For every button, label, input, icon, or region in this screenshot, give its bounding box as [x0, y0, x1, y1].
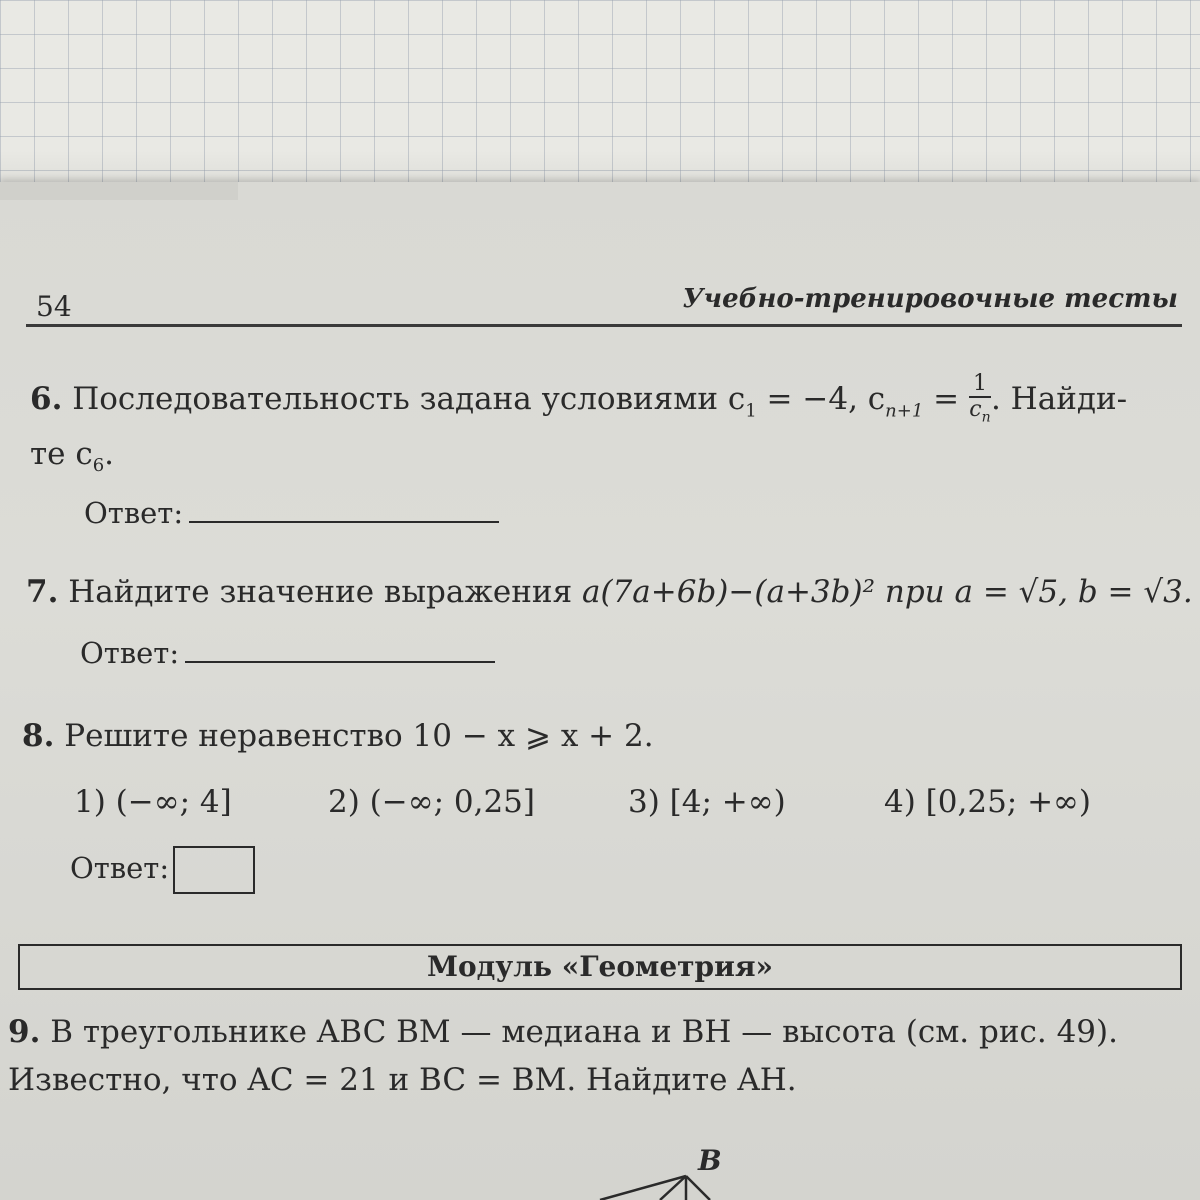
header-rule	[26, 324, 1182, 327]
question-7-expression: a(7a+6b)−(a+3b)² при a = √5, b = √3.	[581, 574, 1193, 610]
question-7-answer	[80, 636, 495, 670]
question-8-text: Решите неравенство 10 − x ⩾ x + 2.	[64, 718, 654, 754]
running-title: Учебно-тренировочные тесты	[682, 284, 1178, 314]
module-title: Модуль «Геометрия»	[426, 950, 774, 983]
question-9-line2	[8, 1062, 797, 1098]
question-8-line	[22, 718, 654, 754]
option-2[interactable]: 2) (−∞; 0,25]	[328, 784, 535, 820]
answer-label: Ответ:	[80, 636, 180, 670]
answer-box-8[interactable]	[173, 846, 255, 894]
question-6-line1: 6. Последовательность задана условиями $c_1 = -4$, $c_{n+1}$ = $\frac{1}{c_n}$ . Найди-	[30, 372, 1127, 429]
answer-label: Ответ:	[70, 851, 170, 885]
answer-line-6[interactable]	[189, 499, 499, 523]
question-6-text-a: Последовательность задана условиями c	[72, 381, 746, 418]
question-6-answer	[84, 496, 499, 530]
question-6-number: 6.	[30, 381, 63, 418]
question-8-answer	[70, 846, 255, 894]
question-7-number: 7.	[26, 574, 59, 610]
question-9-number: 9.	[8, 1014, 41, 1050]
question-9-line1	[8, 1014, 1118, 1050]
option-4[interactable]: 4) [0,25; +∞)	[884, 784, 1091, 820]
question-7-text: Найдите значение выражения	[68, 574, 582, 610]
page-corner	[0, 182, 238, 200]
question-7-line	[26, 574, 1193, 610]
question-9-text-line2: Известно, что AC = 21 и BC = BM. Найдите AH.	[8, 1062, 797, 1098]
module-title-box	[18, 944, 1182, 990]
vertex-b-label: B	[698, 1144, 722, 1177]
triangle-figure	[560, 1140, 820, 1200]
answer-line-7[interactable]	[185, 639, 495, 663]
question-9-text-line1: В треугольнике ABC BM — медиана и BH — высота (см. рис. 49).	[50, 1014, 1118, 1050]
question-8-options	[0, 784, 1200, 824]
option-1[interactable]: 1) (−∞; 4]	[74, 784, 232, 820]
answer-label: Ответ:	[84, 496, 184, 530]
question-6-line2: те $c_6$.	[30, 436, 115, 477]
option-3[interactable]: 3) [4; +∞)	[628, 784, 786, 820]
fraction-1-over-cn: $\frac{1}{c_n}$	[969, 371, 991, 426]
page-number: 54	[36, 290, 72, 323]
side-bc	[686, 1176, 710, 1200]
question-8-number: 8.	[22, 718, 55, 754]
